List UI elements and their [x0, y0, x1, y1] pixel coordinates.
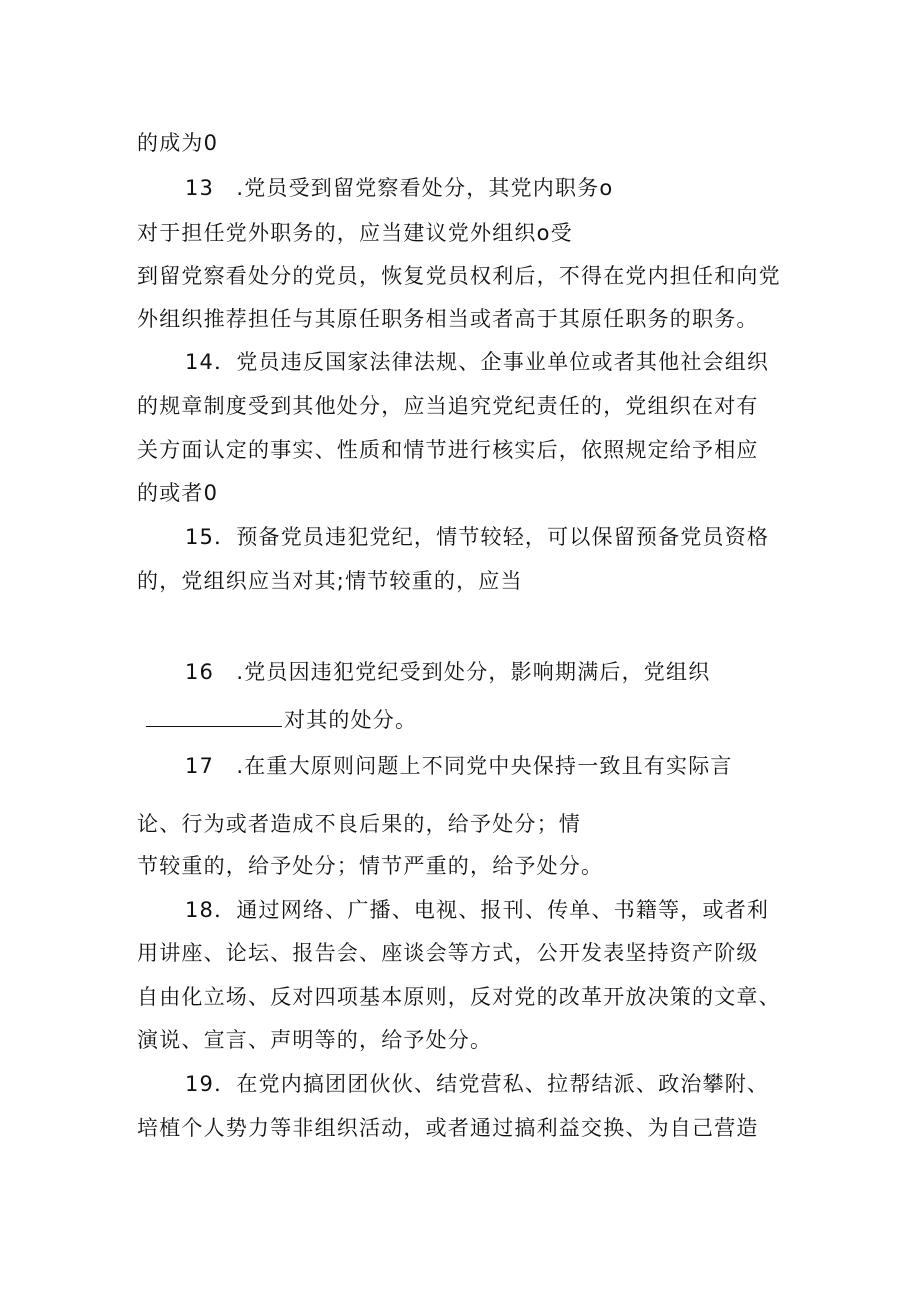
text-line: 演说、宣言、声明等的，给予处分。	[137, 1028, 493, 1052]
text-line: 18．通过网络、广播、电视、报刊、传单、书籍等，或者利	[185, 898, 770, 922]
text-line: 论、行为或者造成不良后果的，给予处分；情	[137, 812, 581, 836]
text-line: 16 .党员因违犯党纪受到处分，影响期满后，党组织	[185, 660, 711, 684]
text-line-content: 对其的处分。	[284, 708, 418, 732]
text-line: 到留党察看处分的党员，恢复党员权利后，不得在党内担任和向党	[137, 264, 781, 288]
fill-in-blank	[146, 704, 282, 727]
text-line	[146, 704, 417, 735]
text-line: 节较重的，给予处分；情节严重的，给予处分。	[137, 854, 604, 878]
text-line: 外组织推荐担任与其原任职务相当或者高于其原任职务的职务。	[137, 307, 759, 331]
text-line: 培植个人势力等非组织活动，或者通过搞利益交换、为自己营造	[137, 1116, 759, 1140]
text-line: 15．预备党员违犯党纪，情节较轻，可以保留预备党员资格	[185, 525, 770, 549]
text-line: 自由化立场、反对四项基本原则，反对党的改革开放决策的文章、	[137, 985, 781, 1009]
text-line: 19．在党内搞团团伙伙、结党营私、拉帮结派、政治攀附、	[185, 1072, 770, 1096]
text-line: 的，党组织应当对其;情节较重的，应当	[137, 569, 523, 593]
text-line: 的规章制度受到其他处分，应当追究党纪责任的，党组织在对有	[137, 394, 759, 418]
text-line: 对于担任党外职务的，应当建议党外组织o受	[137, 221, 573, 245]
text-line: 的或者0	[137, 481, 219, 505]
text-line: 关方面认定的事实、性质和情节进行核实后，依照规定给予相应	[137, 438, 759, 462]
text-line: 13 .党员受到留党察看处分，其党内职务o	[185, 176, 614, 200]
text-line: 用讲座、论坛、报告会、座谈会等方式，公开发表坚持资产阶级	[137, 941, 759, 965]
text-line: 17 .在重大原则问题上不同党中央保持一致且有实际言	[185, 754, 733, 778]
text-line: 14．党员违反国家法律法规、企事业单位或者其他社会组织	[185, 350, 770, 374]
text-line: 的成为0	[137, 131, 219, 155]
